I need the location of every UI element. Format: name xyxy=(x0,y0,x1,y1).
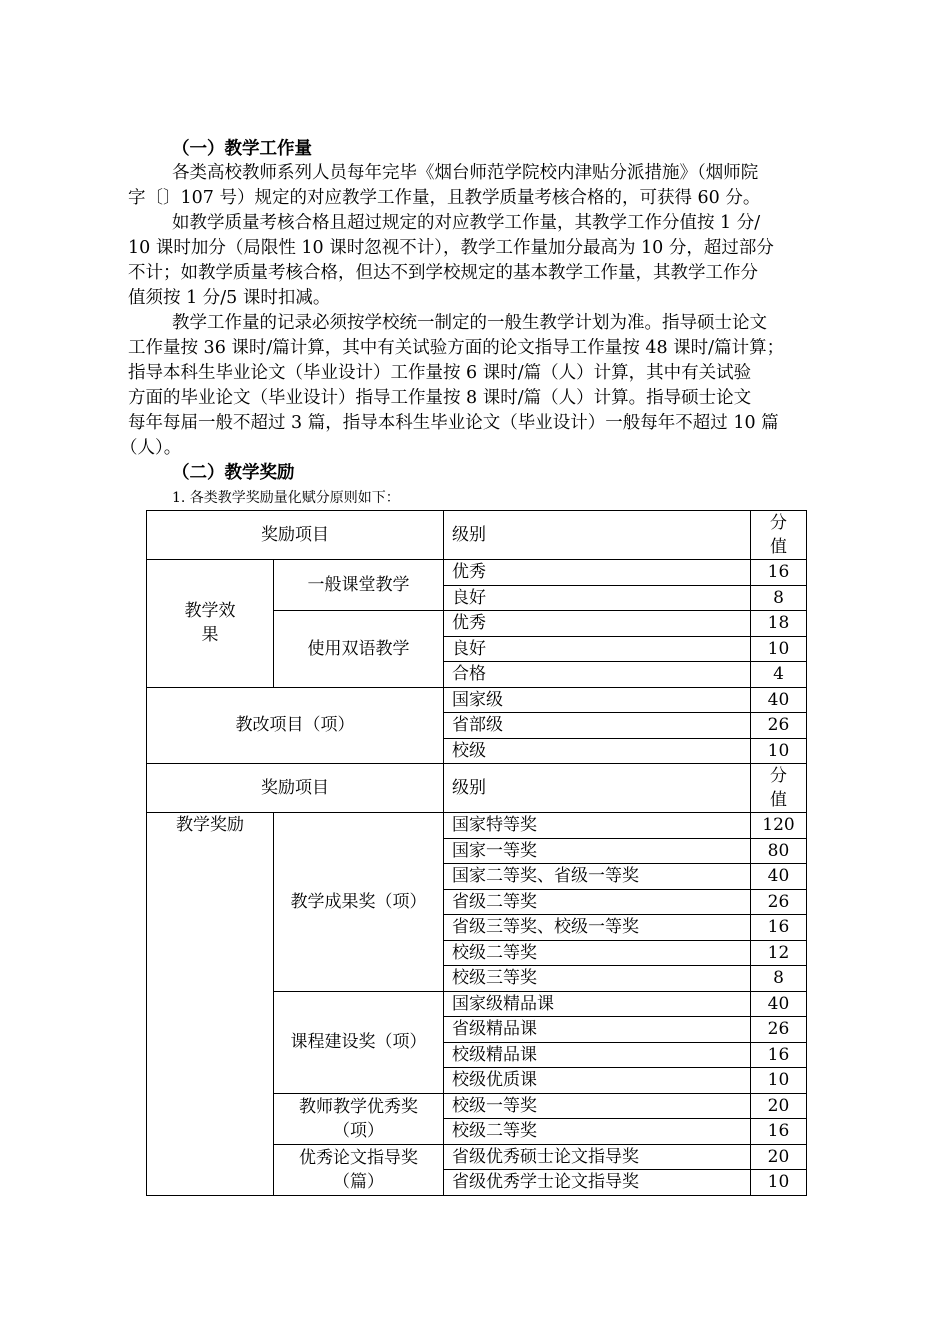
level-cell: 校级精品课 xyxy=(444,1042,751,1068)
score-cell: 26 xyxy=(751,713,807,739)
paragraph-line: 工作量按 36 课时/篇计算，其中有关试验方面的论文指导工作量按 48 课时/篇计算； xyxy=(128,338,785,358)
level-cell: 省部级 xyxy=(444,713,751,739)
header-score: 分值 xyxy=(751,764,807,813)
sub-course-award: 课程建设奖（项） xyxy=(274,991,444,1093)
level-cell: 国家级精品课 xyxy=(444,991,751,1017)
score-cell: 120 xyxy=(751,813,807,839)
score-cell: 20 xyxy=(751,1093,807,1119)
paragraph-line: 如教学质量考核合格且超过规定的对应教学工作量，其教学工作分值按 1 分/ xyxy=(172,213,761,233)
score-cell: 8 xyxy=(751,966,807,992)
score-cell: 20 xyxy=(751,1144,807,1170)
sub-achievement-award: 教学成果奖（项） xyxy=(274,813,444,992)
score-cell: 26 xyxy=(751,1017,807,1043)
level-cell: 省级二等奖 xyxy=(444,889,751,915)
level-cell: 校级二等奖 xyxy=(444,940,751,966)
level-cell: 优秀 xyxy=(444,560,751,586)
table-caption: 1. 各类教学奖励量化赋分原则如下： xyxy=(172,490,400,506)
level-cell: 良好 xyxy=(444,636,751,662)
paragraph-line: 10 课时加分（局限性 10 课时忽视不计），教学工作量加分最高为 10 分，超过部分 xyxy=(128,238,774,258)
group-teaching-awards: 教学奖励 xyxy=(147,813,274,1196)
score-cell: 16 xyxy=(751,1042,807,1068)
table-row xyxy=(147,813,807,839)
header-level: 级别 xyxy=(444,764,751,813)
level-cell: 国家二等奖、省级一等奖 xyxy=(444,864,751,890)
score-cell: 12 xyxy=(751,940,807,966)
score-cell: 40 xyxy=(751,991,807,1017)
score-cell: 18 xyxy=(751,611,807,637)
sub-bilingual-teaching: 使用双语教学 xyxy=(274,611,444,688)
score-cell: 16 xyxy=(751,915,807,941)
level-cell: 校级优质课 xyxy=(444,1068,751,1094)
table-header-row xyxy=(147,511,807,560)
score-cell: 4 xyxy=(751,662,807,688)
level-cell: 省级精品课 xyxy=(444,1017,751,1043)
paragraph-line: 指导本科生毕业论文（毕业设计）工作量按 6 课时/篇（人）计算，其中有关试验 xyxy=(128,363,752,383)
score-cell: 10 xyxy=(751,738,807,764)
table-row xyxy=(147,560,807,586)
section-heading-teaching-workload: （一）教学工作量 xyxy=(172,139,312,159)
level-cell: 省级优秀硕士论文指导奖 xyxy=(444,1144,751,1170)
score-cell: 16 xyxy=(751,560,807,586)
paragraph-line: 每年每届一般不超过 3 篇，指导本科生毕业论文（毕业设计）一般每年不超过 10 篇 xyxy=(128,413,779,433)
level-cell: 国家一等奖 xyxy=(444,838,751,864)
score-cell: 40 xyxy=(751,864,807,890)
header-score: 分值 xyxy=(751,511,807,560)
reform-project: 教改项目（项） xyxy=(147,687,444,764)
score-cell: 80 xyxy=(751,838,807,864)
sub-thesis-award: 优秀论文指导奖（篇） xyxy=(274,1144,444,1195)
table-header-row xyxy=(147,764,807,813)
sub-teacher-award: 教师教学优秀奖（项） xyxy=(274,1093,444,1144)
paragraph-line: 各类高校教师系列人员每年完毕《烟台师范学院校内津贴分派措施》（烟师院 xyxy=(172,163,759,183)
paragraph-line: 值须按 1 分/5 课时扣减。 xyxy=(128,288,331,308)
level-cell: 校级 xyxy=(444,738,751,764)
level-cell: 优秀 xyxy=(444,611,751,637)
level-cell: 校级二等奖 xyxy=(444,1119,751,1145)
level-cell: 校级三等奖 xyxy=(444,966,751,992)
level-cell: 省级三等奖、校级一等奖 xyxy=(444,915,751,941)
paragraph-line: 教学工作量的记录必须按学校统一制定的一般生教学计划为准。指导硕士论文 xyxy=(172,313,767,333)
level-cell: 国家级 xyxy=(444,687,751,713)
header-project: 奖励项目 xyxy=(147,764,444,813)
paragraph-line: （人）。 xyxy=(120,438,182,458)
table-row xyxy=(147,687,807,713)
header-level: 级别 xyxy=(444,511,751,560)
score-cell: 8 xyxy=(751,585,807,611)
group-teaching-effect: 教学效果 xyxy=(147,560,274,688)
level-cell: 国家特等奖 xyxy=(444,813,751,839)
scoring-table xyxy=(146,510,807,1196)
score-cell: 10 xyxy=(751,636,807,662)
sub-regular-teaching: 一般课堂教学 xyxy=(274,560,444,611)
section-heading-teaching-awards: （二）教学奖励 xyxy=(172,463,295,483)
score-cell: 16 xyxy=(751,1119,807,1145)
level-cell: 省级优秀学士论文指导奖 xyxy=(444,1170,751,1196)
paragraph-line: 不计；如教学质量考核合格，但达不到学校规定的基本教学工作量，其教学工作分 xyxy=(128,263,758,283)
score-cell: 26 xyxy=(751,889,807,915)
level-cell: 校级一等奖 xyxy=(444,1093,751,1119)
score-cell: 10 xyxy=(751,1170,807,1196)
score-cell: 10 xyxy=(751,1068,807,1094)
level-cell: 合格 xyxy=(444,662,751,688)
header-project: 奖励项目 xyxy=(147,511,444,560)
level-cell: 良好 xyxy=(444,585,751,611)
score-cell: 40 xyxy=(751,687,807,713)
paragraph-line: 字〔〕107 号）规定的对应教学工作量，且教学质量考核合格的，可获得 60 分。 xyxy=(128,188,761,208)
paragraph-line: 方面的毕业论文（毕业设计）指导工作量按 8 课时/篇（人）计算。指导硕士论文 xyxy=(128,388,752,408)
